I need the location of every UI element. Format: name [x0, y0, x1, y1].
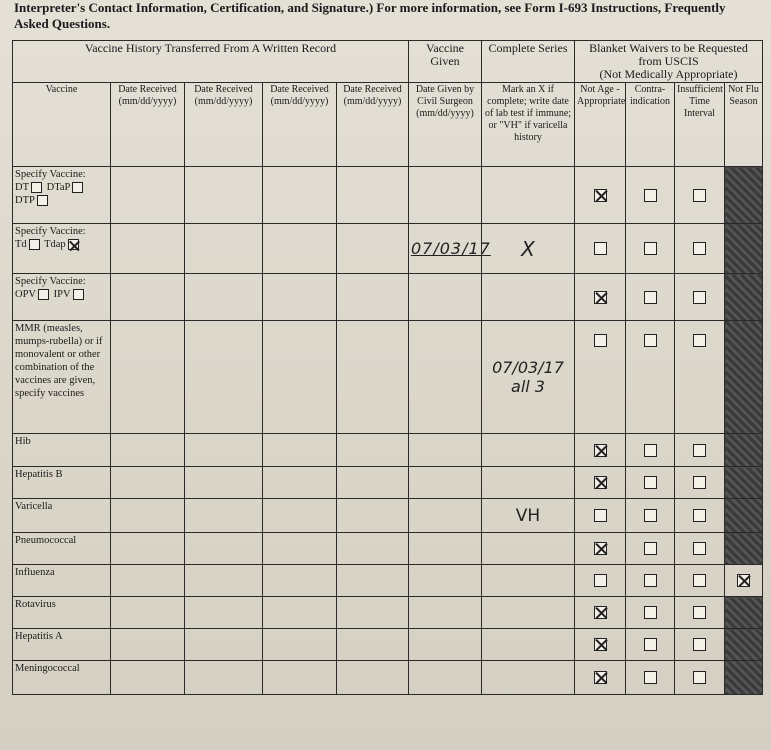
intro-text — [14, 0, 764, 32]
date-received-cell[interactable] — [263, 565, 337, 597]
shaded-cell — [725, 224, 763, 274]
date-received-cell[interactable] — [263, 321, 337, 434]
vaccine-cell — [13, 274, 111, 321]
checkbox-not-age[interactable] — [594, 334, 607, 347]
checkbox-contra[interactable] — [644, 291, 657, 304]
vaccine-cell: Hepatitis B — [13, 467, 111, 499]
handwritten-x: X — [521, 236, 535, 261]
series-cell[interactable] — [482, 434, 575, 467]
col-insufficient: Insufficient Time Interval — [675, 83, 725, 167]
checkbox-ipv[interactable] — [73, 289, 84, 300]
table-row — [13, 434, 763, 467]
date-received-cell[interactable] — [185, 499, 263, 533]
table-row — [13, 167, 763, 224]
date-received-cell[interactable] — [185, 533, 263, 565]
checkbox-not-age[interactable] — [594, 444, 607, 457]
date-received-cell[interactable] — [111, 274, 185, 321]
checkbox-insufficient[interactable] — [693, 189, 706, 202]
table-row — [13, 661, 763, 695]
handwritten-vh: VH — [515, 505, 541, 526]
checkbox-not-age[interactable] — [594, 542, 607, 555]
series-cell[interactable] — [482, 274, 575, 321]
checkbox-contra[interactable] — [644, 509, 657, 522]
date-received-cell[interactable] — [185, 629, 263, 661]
date-received-cell[interactable] — [111, 565, 185, 597]
date-received-cell[interactable] — [185, 274, 263, 321]
date-given-cell[interactable] — [409, 167, 482, 224]
col-contra: Contra- indication — [626, 83, 675, 167]
date-received-cell[interactable] — [263, 661, 337, 695]
handwritten-date-given: 07/03/17 — [411, 238, 491, 258]
date-received-cell[interactable] — [185, 661, 263, 695]
series-cell[interactable] — [482, 661, 575, 695]
col-not-age: Not Age - Appropriate — [575, 83, 626, 167]
checkbox-contra[interactable] — [644, 574, 657, 587]
date-given-cell[interactable] — [409, 467, 482, 499]
checkbox-not-age[interactable] — [594, 574, 607, 587]
col-date-received-2: Date Received (mm/dd/yyyy) — [185, 83, 263, 167]
table-row — [13, 533, 763, 565]
handwritten-lab-date: 07/03/17 — [492, 358, 564, 377]
checkbox-not-flu[interactable] — [737, 574, 750, 587]
shaded-cell — [725, 533, 763, 565]
date-received-cell[interactable] — [337, 274, 409, 321]
vaccine-cell: Hepatitis A — [13, 629, 111, 661]
date-received-cell[interactable] — [263, 499, 337, 533]
waivers-title: Blanket Waivers to be Requested from USCIS — [589, 41, 748, 68]
date-received-cell[interactable] — [111, 499, 185, 533]
vaccine-cell: MMR (measles, mumps-rubella) or if monovalent or other combination of the vaccines are given, specify vaccines — [13, 321, 111, 434]
table-row — [13, 629, 763, 661]
date-received-cell[interactable] — [111, 467, 185, 499]
col-date-given: Date Given by Civil Surgeon (mm/dd/yyyy) — [409, 83, 482, 167]
row-label: Specify Vaccine: — [15, 276, 86, 287]
checkbox-contra[interactable] — [644, 334, 657, 347]
shaded-cell — [725, 321, 763, 434]
option-tdap: Tdap — [44, 239, 66, 250]
col-mark: Mark an X if complete; write date of lab test if immune; or "VH" if varicella history — [482, 83, 575, 167]
checkbox-not-age[interactable] — [594, 671, 607, 684]
checkbox-td[interactable] — [29, 239, 40, 250]
vaccine-cell: Hib — [13, 434, 111, 467]
series-cell[interactable] — [482, 167, 575, 224]
checkbox-insufficient[interactable] — [693, 574, 706, 587]
date-given-cell[interactable] — [409, 629, 482, 661]
date-received-cell[interactable] — [111, 597, 185, 629]
date-received-cell[interactable] — [111, 629, 185, 661]
table-row — [13, 321, 763, 434]
shaded-cell — [725, 467, 763, 499]
date-received-cell[interactable] — [337, 597, 409, 629]
date-received-cell[interactable] — [111, 224, 185, 274]
handwritten-all-3: all 3 — [511, 377, 545, 396]
checkbox-insufficient[interactable] — [693, 334, 706, 347]
option-dtap: DTaP — [46, 182, 71, 193]
date-received-cell[interactable] — [111, 661, 185, 695]
date-received-cell[interactable] — [185, 167, 263, 224]
date-received-cell[interactable] — [185, 224, 263, 274]
checkbox-not-age[interactable] — [594, 242, 607, 255]
date-received-cell[interactable] — [111, 167, 185, 224]
date-received-cell[interactable] — [337, 499, 409, 533]
date-received-cell[interactable] — [337, 533, 409, 565]
intro-line1: Interpreter's Contact Information, Certification, and Signature.) For more information, see Form I-693 Instructions, Frequently — [14, 0, 726, 15]
date-received-cell[interactable] — [337, 224, 409, 274]
date-received-cell[interactable] — [111, 321, 185, 434]
shaded-cell — [725, 499, 763, 533]
table-row — [13, 499, 763, 533]
col-date-received-3: Date Received (mm/dd/yyyy) — [263, 83, 337, 167]
checkbox-insufficient[interactable] — [693, 638, 706, 651]
checkbox-dt[interactable] — [31, 182, 42, 193]
checkbox-not-age[interactable] — [594, 509, 607, 522]
shaded-cell — [725, 629, 763, 661]
vaccine-cell: Rotavirus — [13, 597, 111, 629]
checkbox-contra[interactable] — [644, 189, 657, 202]
checkbox-insufficient[interactable] — [693, 606, 706, 619]
checkbox-not-age[interactable] — [594, 638, 607, 651]
checkbox-tdap[interactable] — [68, 239, 79, 250]
date-received-cell[interactable] — [337, 321, 409, 434]
date-received-cell[interactable] — [185, 565, 263, 597]
vaccine-cell: Meningococcal — [13, 661, 111, 695]
checkbox-not-age[interactable] — [594, 189, 607, 202]
date-given-cell[interactable] — [409, 274, 482, 321]
date-given-cell[interactable] — [409, 434, 482, 467]
date-received-cell[interactable] — [263, 629, 337, 661]
checkbox-contra[interactable] — [644, 671, 657, 684]
given-header: Vaccine Given — [409, 41, 482, 83]
history-header: Vaccine History Transferred From A Written Record — [13, 41, 409, 83]
checkbox-contra[interactable] — [644, 242, 657, 255]
shaded-cell — [725, 274, 763, 321]
date-received-cell[interactable] — [263, 533, 337, 565]
date-received-cell[interactable] — [337, 467, 409, 499]
table-row — [13, 597, 763, 629]
date-received-cell[interactable] — [337, 661, 409, 695]
date-received-cell[interactable] — [111, 533, 185, 565]
date-given-cell[interactable] — [409, 321, 482, 434]
checkbox-insufficient[interactable] — [693, 476, 706, 489]
checkbox-contra[interactable] — [644, 606, 657, 619]
option-td: Td — [15, 239, 27, 250]
option-dtp: DTP — [15, 195, 35, 206]
date-received-cell[interactable] — [263, 467, 337, 499]
vaccine-cell — [13, 224, 111, 274]
shaded-cell — [725, 661, 763, 695]
date-received-cell[interactable] — [337, 167, 409, 224]
shaded-cell — [725, 597, 763, 629]
vaccine-cell: Influenza — [13, 565, 111, 597]
series-cell[interactable] — [482, 467, 575, 499]
checkbox-contra[interactable] — [644, 476, 657, 489]
checkbox-contra[interactable] — [644, 542, 657, 555]
table-row — [13, 274, 763, 321]
date-received-cell[interactable] — [337, 629, 409, 661]
checkbox-insufficient[interactable] — [693, 671, 706, 684]
date-received-cell[interactable] — [185, 321, 263, 434]
option-dt: DT — [15, 182, 29, 193]
checkbox-insufficient[interactable] — [693, 542, 706, 555]
col-date-received-1: Date Received (mm/dd/yyyy) — [111, 83, 185, 167]
date-received-cell[interactable] — [263, 597, 337, 629]
checkbox-insufficient[interactable] — [693, 509, 706, 522]
table-row — [13, 467, 763, 499]
date-received-cell[interactable] — [111, 434, 185, 467]
series-cell[interactable] — [482, 533, 575, 565]
date-given-cell[interactable] — [409, 533, 482, 565]
checkbox-dtp[interactable] — [37, 195, 48, 206]
option-opv: OPV — [15, 289, 37, 300]
series-cell[interactable] — [482, 565, 575, 597]
checkbox-contra[interactable] — [644, 638, 657, 651]
col-not-flu: Not Flu Season — [725, 83, 763, 167]
col-date-received-4: Date Received (mm/dd/yyyy) — [337, 83, 409, 167]
checkbox-not-age[interactable] — [594, 476, 607, 489]
date-received-cell[interactable] — [263, 274, 337, 321]
date-received-cell[interactable] — [185, 597, 263, 629]
checkbox-not-age[interactable] — [594, 606, 607, 619]
date-received-cell[interactable] — [337, 565, 409, 597]
checkbox-dtap[interactable] — [72, 182, 83, 193]
checkbox-insufficient[interactable] — [693, 242, 706, 255]
checkbox-insufficient[interactable] — [693, 444, 706, 457]
shaded-cell — [725, 167, 763, 224]
shaded-cell — [725, 434, 763, 467]
checkbox-not-age[interactable] — [594, 291, 607, 304]
waivers-subtitle: (Not Medically Appropriate) — [599, 67, 738, 81]
date-received-cell[interactable] — [337, 434, 409, 467]
vaccination-table — [12, 40, 763, 695]
vaccine-cell: Pneumococcal — [13, 533, 111, 565]
series-cell[interactable] — [482, 629, 575, 661]
series-header: Complete Series — [482, 41, 575, 83]
date-given-cell[interactable] — [409, 597, 482, 629]
table-row — [13, 565, 763, 597]
date-given-cell[interactable] — [409, 565, 482, 597]
vaccine-cell — [13, 167, 111, 224]
col-vaccine: Vaccine — [13, 83, 111, 167]
vaccine-cell: Varicella — [13, 499, 111, 533]
intro-line2: Asked Questions. — [14, 16, 111, 31]
checkbox-contra[interactable] — [644, 444, 657, 457]
option-ipv: IPV — [53, 289, 71, 300]
date-received-cell[interactable] — [263, 224, 337, 274]
checkbox-opv[interactable] — [38, 289, 49, 300]
date-given-cell[interactable] — [409, 499, 482, 533]
date-received-cell[interactable] — [263, 434, 337, 467]
checkbox-insufficient[interactable] — [693, 291, 706, 304]
row-label: Specify Vaccine: — [15, 226, 86, 237]
date-received-cell[interactable] — [263, 167, 337, 224]
date-received-cell[interactable] — [185, 434, 263, 467]
date-given-cell[interactable] — [409, 661, 482, 695]
waivers-header — [575, 41, 763, 83]
date-received-cell[interactable] — [185, 467, 263, 499]
row-label: Specify Vaccine: — [15, 169, 86, 180]
table-row — [13, 224, 763, 274]
series-cell[interactable] — [482, 597, 575, 629]
